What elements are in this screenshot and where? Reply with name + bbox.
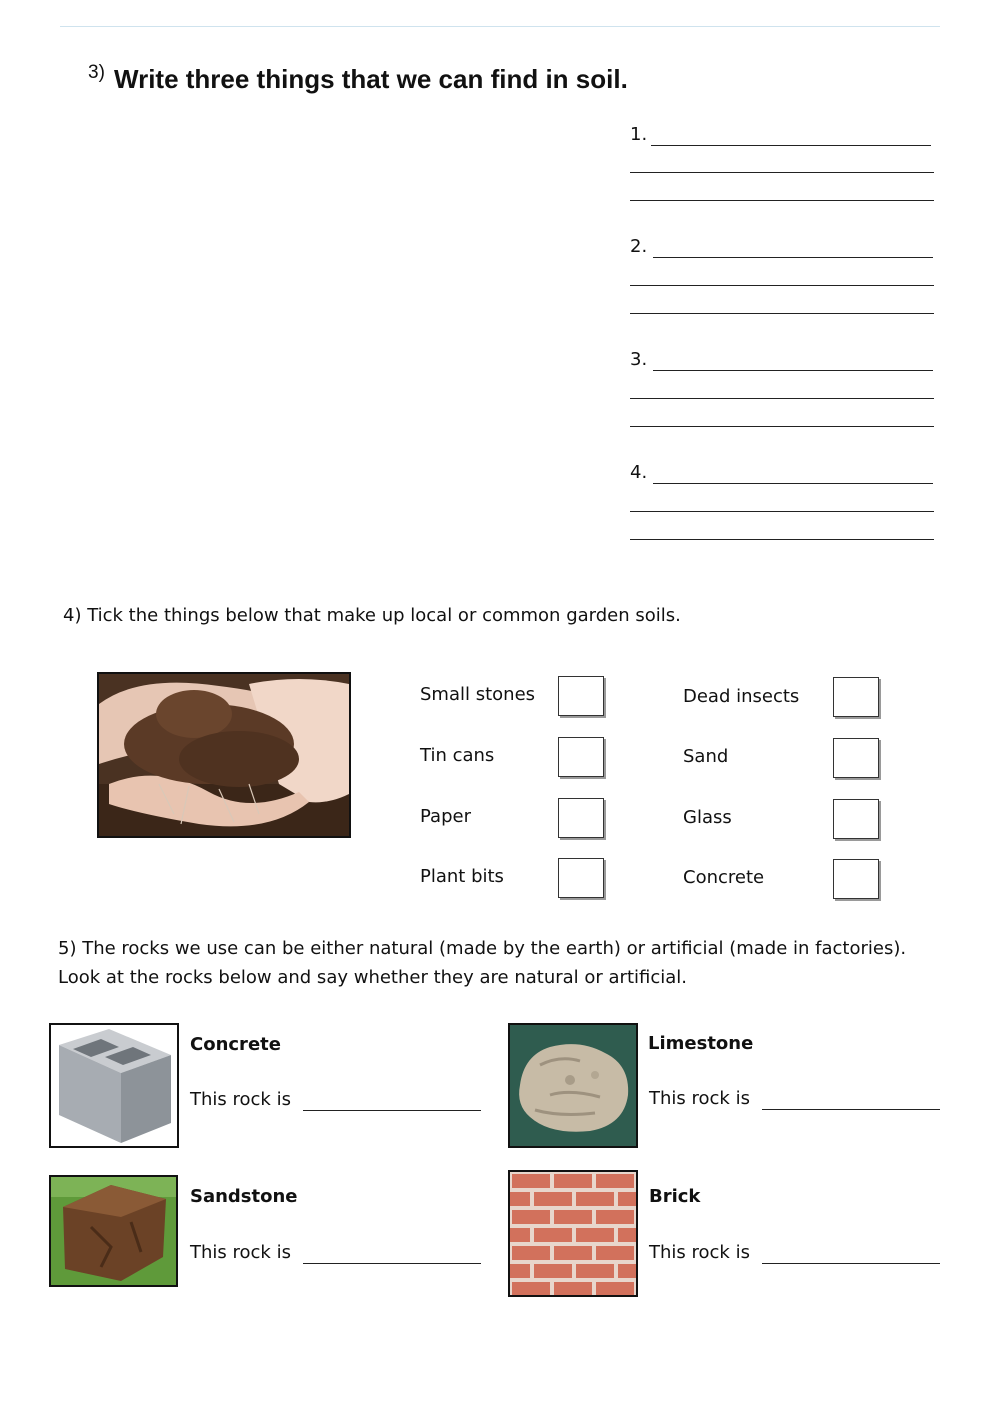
checkbox-tin-cans[interactable] bbox=[558, 737, 604, 777]
option-label-sand: Sand bbox=[683, 746, 729, 767]
question-4-instruction: 4) Tick the things below that make up local or common garden soils. bbox=[63, 605, 681, 626]
question-3-title: Write three things that we can find in soil. bbox=[114, 64, 628, 94]
answer-line[interactable] bbox=[653, 483, 933, 484]
rock-name-concrete: Concrete bbox=[190, 1034, 281, 1055]
option-label-paper: Paper bbox=[420, 806, 471, 827]
checkbox-concrete[interactable] bbox=[833, 859, 879, 899]
rock-answer-line-concrete[interactable] bbox=[303, 1110, 481, 1111]
question-3-number: 3) bbox=[88, 62, 105, 83]
checkbox-small-stones[interactable] bbox=[558, 676, 604, 716]
answer-number-4: 4. bbox=[630, 462, 648, 483]
rock-name-brick: Brick bbox=[649, 1186, 701, 1207]
answer-line[interactable] bbox=[630, 285, 934, 286]
option-label-plant-bits: Plant bits bbox=[420, 866, 504, 887]
checkbox-dead-insects[interactable] bbox=[833, 677, 879, 717]
answer-number-3: 3. bbox=[630, 349, 648, 370]
answer-line[interactable] bbox=[653, 257, 933, 258]
answer-line[interactable] bbox=[651, 145, 931, 146]
option-label-dead-insects: Dead insects bbox=[683, 686, 800, 707]
top-divider bbox=[60, 26, 940, 27]
option-label-tin-cans: Tin cans bbox=[420, 745, 495, 766]
option-label-small-stones: Small stones bbox=[420, 684, 536, 705]
question-5-line-1: 5) The rocks we use can be either natural (made by the earth) or artificial (made in factories). bbox=[58, 938, 907, 959]
answer-line[interactable] bbox=[630, 172, 934, 173]
rock-answer-line-sandstone[interactable] bbox=[303, 1263, 481, 1264]
answer-line[interactable] bbox=[630, 200, 934, 201]
sandstone-image bbox=[49, 1175, 178, 1287]
checkbox-paper[interactable] bbox=[558, 798, 604, 838]
rock-name-limestone: Limestone bbox=[648, 1033, 754, 1054]
rock-answer-line-brick[interactable] bbox=[762, 1263, 940, 1264]
answer-number-1: 1. bbox=[630, 124, 648, 145]
checkbox-plant-bits[interactable] bbox=[558, 858, 604, 898]
rock-answer-line-limestone[interactable] bbox=[762, 1109, 940, 1110]
rock-name-sandstone: Sandstone bbox=[190, 1186, 298, 1207]
answer-line[interactable] bbox=[630, 313, 934, 314]
answer-line[interactable] bbox=[630, 426, 934, 427]
limestone-image bbox=[508, 1023, 638, 1148]
rock-prompt-limestone: This rock is bbox=[649, 1088, 750, 1109]
answer-line[interactable] bbox=[630, 511, 934, 512]
question-5-line-2: Look at the rocks below and say whether they are natural or artificial. bbox=[58, 967, 687, 988]
checkbox-glass[interactable] bbox=[833, 799, 879, 839]
rock-prompt-brick: This rock is bbox=[649, 1242, 750, 1263]
answer-line[interactable] bbox=[630, 539, 934, 540]
question-5-instruction bbox=[58, 934, 906, 992]
brick-wall-image bbox=[508, 1170, 638, 1297]
answer-number-2: 2. bbox=[630, 236, 648, 257]
answer-line[interactable] bbox=[630, 398, 934, 399]
concrete-block-image bbox=[49, 1023, 179, 1148]
rock-prompt-sandstone: This rock is bbox=[190, 1242, 291, 1263]
checkbox-sand[interactable] bbox=[833, 738, 879, 778]
option-label-glass: Glass bbox=[683, 807, 732, 828]
rock-prompt-concrete: This rock is bbox=[190, 1089, 291, 1110]
soil-in-hands-photo bbox=[97, 672, 351, 838]
option-label-concrete: Concrete bbox=[683, 867, 765, 888]
answer-line[interactable] bbox=[653, 370, 933, 371]
